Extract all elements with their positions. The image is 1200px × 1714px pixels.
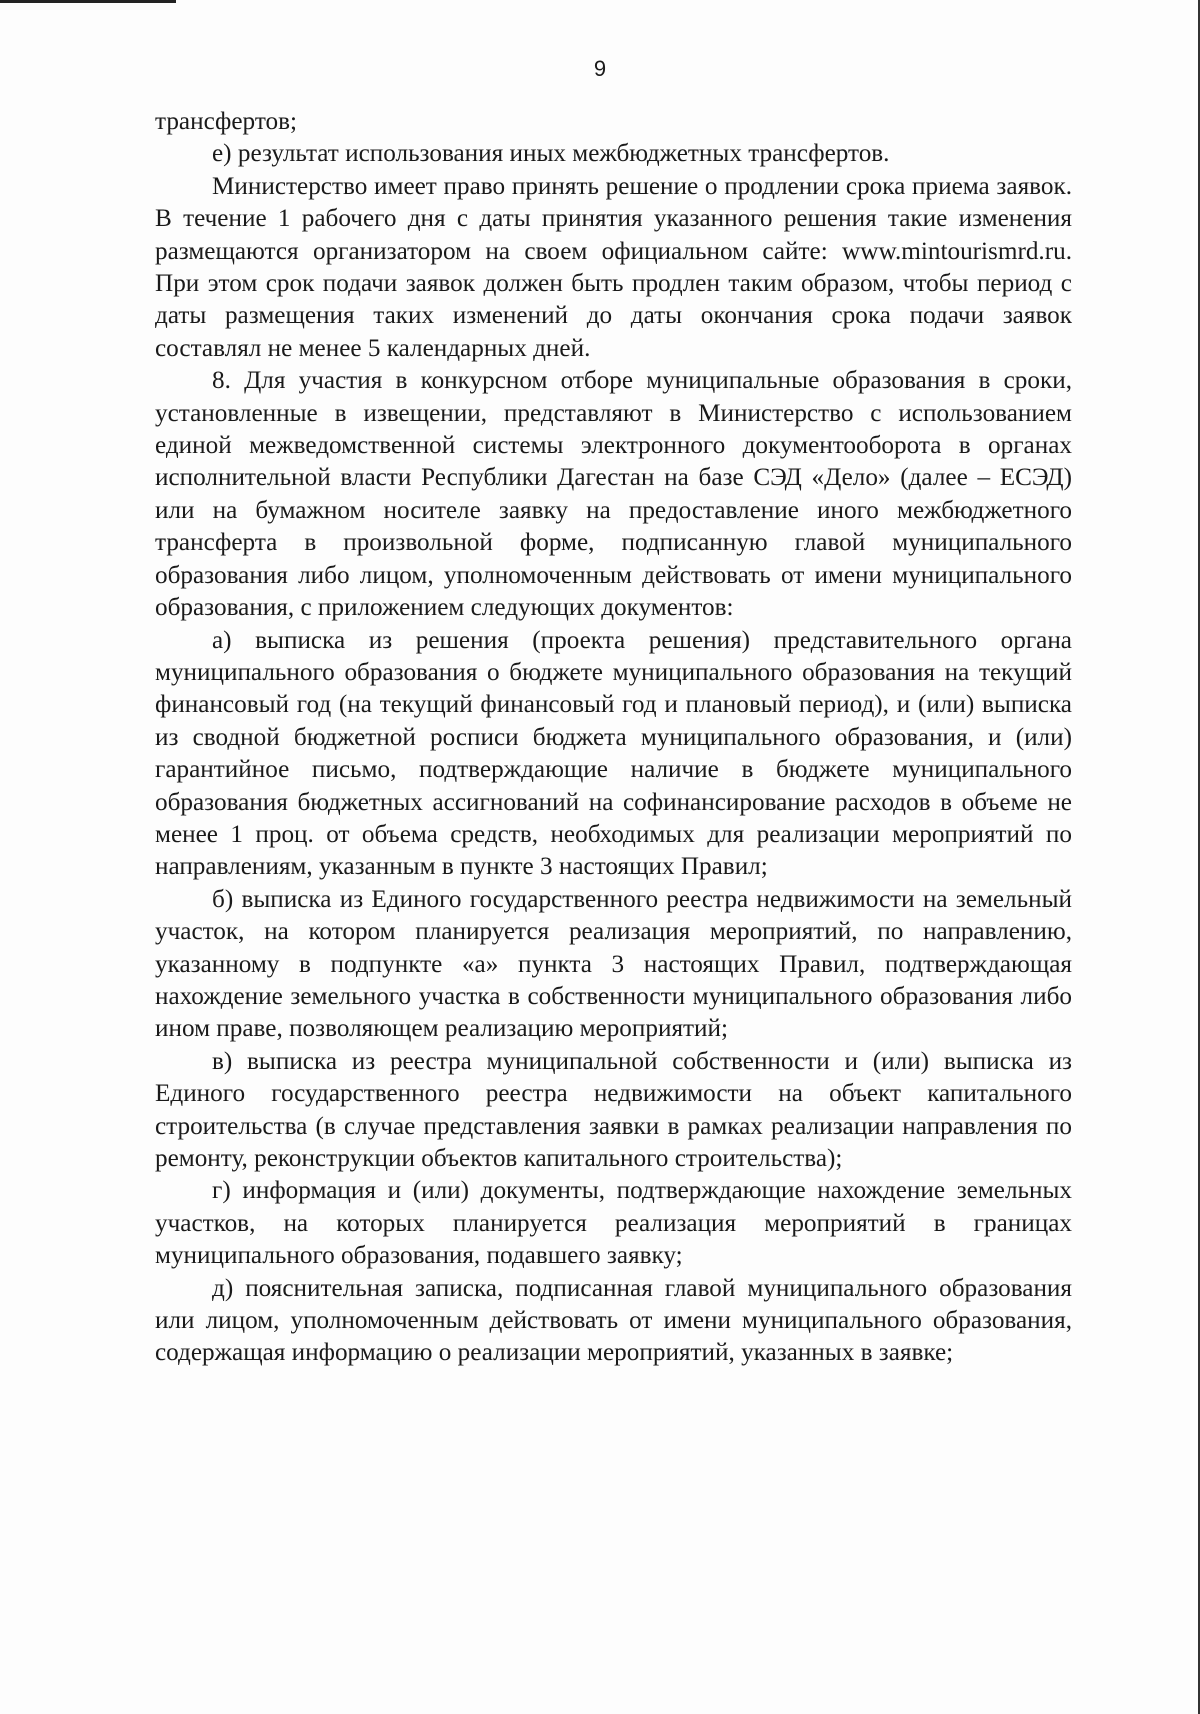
paragraph-item-v: в) выписка из реестра муниципальной собственности и (или) выписка из Единого государственного реестра недвижимости на объект капитального строительства (в случае представления заявки в рамках реализации направления по ремонту, реконструкции объектов капитального строительства); — [155, 1047, 1072, 1172]
paragraph-item-b: б) выписка из Единого государственного реестра недвижимости на земельный участок, на котором планируется реализация мероприятий, по направлению, указанному в подпункте «а» пункта 3 настоящих Правил, подтверждающая нахождение земельного участка в собственности муниципального образования либо ином праве, позволяющем реализацию мероприятий; — [155, 885, 1072, 1043]
paragraph-section-8: 8. Для участия в конкурсном отборе муниципальные образования в сроки, установленные в извещении, представляют в Министерство с использованием единой межведомственной системы электронного документооборота в органах исполнительной власти Республики Дагестан на базе СЭД «Дело» (далее – ЕСЭД) или на бумажном носителе заявку на предоставление иного межбюджетного трансферта в произвольной форме, подписанную главой муниципального образования либо лицом, уполномоченным действовать от имени муниципального образования, с приложением следующих документов: — [155, 367, 1072, 622]
paragraph-item-a: а) выписка из решения (проекта решения) представительного органа муниципального образования о бюджете муниципального образования на текущий финансовый год (на текущий финансовый год и плановый период), и (или) выписка из сводной бюджетной росписи бюджета муниципального образования, и (или) гарантийное письмо, подтверждающие наличие в бюджете муниципального образования бюджетных ассигнований на софинансирование расходов в объеме не менее 1 проц. от объема средств, необходимых для реализации мероприятий по направлениям, указанным в пункте 3 настоящих Правил; — [155, 626, 1072, 881]
paragraph-item-d: д) пояснительная записка, подписанная главой муниципального образования или лицом, уполномоченным действовать от имени муниципального образования, содержащая информацию о реализации мероприятий, указанных в заявке; — [155, 1274, 1072, 1367]
scan-edge-line — [0, 0, 176, 3]
document-body — [155, 106, 1072, 1370]
paragraph-item-e: е) результат использования иных межбюджетных трансфертов. — [212, 140, 890, 168]
paragraph-item-g: г) информация и (или) документы, подтверждающие нахождение земельных участков, на которых планируется реализация мероприятий в границах муниципального образования, подавшего заявку; — [155, 1177, 1072, 1270]
page-number: 9 — [593, 56, 607, 81]
paragraph-extension: Министерство имеет право принять решение о продлении срока приема заявок. В течение 1 рабочего дня с даты принятия указанного решения такие изменения размещаются организатором на своем официальном сайте: www.mintourismrd.ru. При этом срок подачи заявок должен быть продлен таким образом, чтобы период с даты размещения таких изменений до даты окончания срока подачи заявок составлял не менее 5 календарных дней. — [155, 172, 1072, 362]
paragraph-transfers-end: трансфертов; — [155, 108, 297, 135]
